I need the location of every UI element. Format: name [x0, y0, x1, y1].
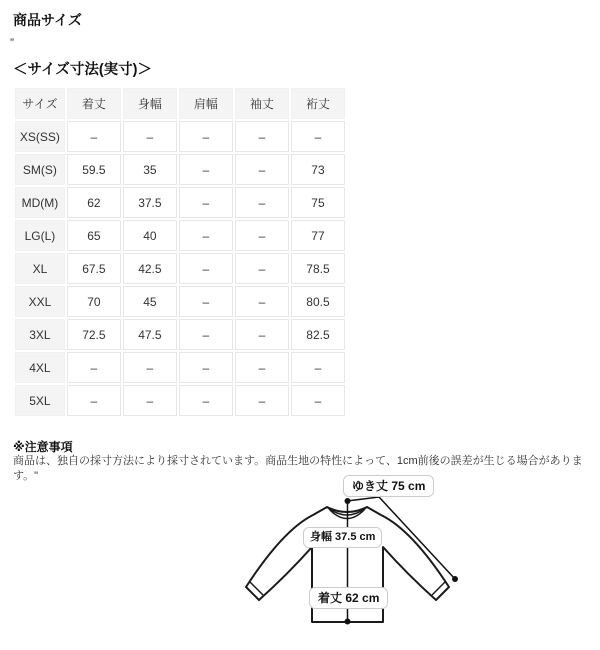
size-value-cell: 40 [123, 220, 177, 251]
size-value-cell: – [235, 187, 289, 218]
size-value-cell: 82.5 [291, 319, 345, 350]
size-table [13, 86, 347, 418]
size-value-cell: – [235, 121, 289, 152]
column-header: 肩幅 [179, 88, 233, 119]
size-value-cell: – [291, 385, 345, 416]
cuff-point-dot [452, 576, 458, 582]
size-value-cell: – [179, 187, 233, 218]
collar-point-dot [345, 498, 351, 504]
size-value-cell: – [235, 319, 289, 350]
row-size-label: 5XL [15, 385, 65, 416]
header-row [15, 88, 345, 119]
row-size-label: MD(M) [15, 187, 65, 218]
size-value-cell: 75 [291, 187, 345, 218]
size-value-cell: – [291, 352, 345, 383]
row-size-label: LG(L) [15, 220, 65, 251]
row-size-label: XS(SS) [15, 121, 65, 152]
size-value-cell: – [179, 220, 233, 251]
size-value-cell: – [179, 154, 233, 185]
size-value-cell: 62 [67, 187, 121, 218]
shirt-measurement-diagram [180, 470, 500, 650]
size-table-header [15, 88, 345, 119]
table-row [15, 220, 345, 251]
size-value-cell: – [67, 121, 121, 152]
size-value-cell: – [179, 385, 233, 416]
table-row [15, 187, 345, 218]
size-value-cell: – [235, 286, 289, 317]
size-value-cell: – [179, 319, 233, 350]
section-heading: ＜サイズ寸法(実寸)＞ [13, 62, 152, 78]
table-row [15, 121, 345, 152]
row-size-label: 4XL [15, 352, 65, 383]
table-row [15, 352, 345, 383]
size-value-cell: 73 [291, 154, 345, 185]
table-row [15, 319, 345, 350]
size-value-cell: 45 [123, 286, 177, 317]
stray-quote-mark: ” [10, 36, 14, 50]
size-value-cell: 35 [123, 154, 177, 185]
size-value-cell: 77 [291, 220, 345, 251]
body-length-label: 着丈 62 cm [309, 587, 388, 609]
column-header: 袖丈 [235, 88, 289, 119]
column-header: 裄丈 [291, 88, 345, 119]
size-value-cell: 70 [67, 286, 121, 317]
size-value-cell: 72.5 [67, 319, 121, 350]
page-title: 商品サイズ [13, 12, 82, 28]
size-value-cell: – [67, 385, 121, 416]
size-value-cell: 47.5 [123, 319, 177, 350]
size-value-cell: – [179, 121, 233, 152]
column-header: 身幅 [123, 88, 177, 119]
size-table-body [15, 121, 345, 416]
size-value-cell: – [235, 253, 289, 284]
size-value-cell: 37.5 [123, 187, 177, 218]
row-size-label: XL [15, 253, 65, 284]
size-value-cell: – [291, 121, 345, 152]
notes-heading: ※注意事項 [13, 440, 73, 454]
size-value-cell: 42.5 [123, 253, 177, 284]
size-value-cell: – [235, 385, 289, 416]
yuki-length-label: ゆき丈 75 cm [343, 475, 434, 497]
size-value-cell: – [235, 220, 289, 251]
size-value-cell: 65 [67, 220, 121, 251]
table-row [15, 154, 345, 185]
table-row [15, 385, 345, 416]
size-value-cell: – [123, 385, 177, 416]
size-value-cell: 59.5 [67, 154, 121, 185]
size-value-cell: – [235, 352, 289, 383]
table-row [15, 253, 345, 284]
row-size-label: SM(S) [15, 154, 65, 185]
shirt-outline-drawing [180, 470, 500, 650]
row-size-label: 3XL [15, 319, 65, 350]
size-value-cell: 80.5 [291, 286, 345, 317]
size-value-cell: – [179, 253, 233, 284]
size-value-cell: – [235, 154, 289, 185]
body-width-label: 身幅 37.5 cm [303, 527, 382, 548]
size-value-cell: – [179, 352, 233, 383]
column-header: 着丈 [67, 88, 121, 119]
size-value-cell: 67.5 [67, 253, 121, 284]
row-size-label: XXL [15, 286, 65, 317]
notes-body: 商品は、独自の採寸方法により採寸されています。商品生地の特性によって、1cm前後の誤差が生じる場合があります。" [13, 455, 583, 482]
hem-point-dot [345, 619, 351, 625]
size-value-cell: 78.5 [291, 253, 345, 284]
column-header: サイズ [15, 88, 65, 119]
size-value-cell: – [67, 352, 121, 383]
size-value-cell: – [123, 121, 177, 152]
size-value-cell: – [179, 286, 233, 317]
size-value-cell: – [123, 352, 177, 383]
table-row [15, 286, 345, 317]
